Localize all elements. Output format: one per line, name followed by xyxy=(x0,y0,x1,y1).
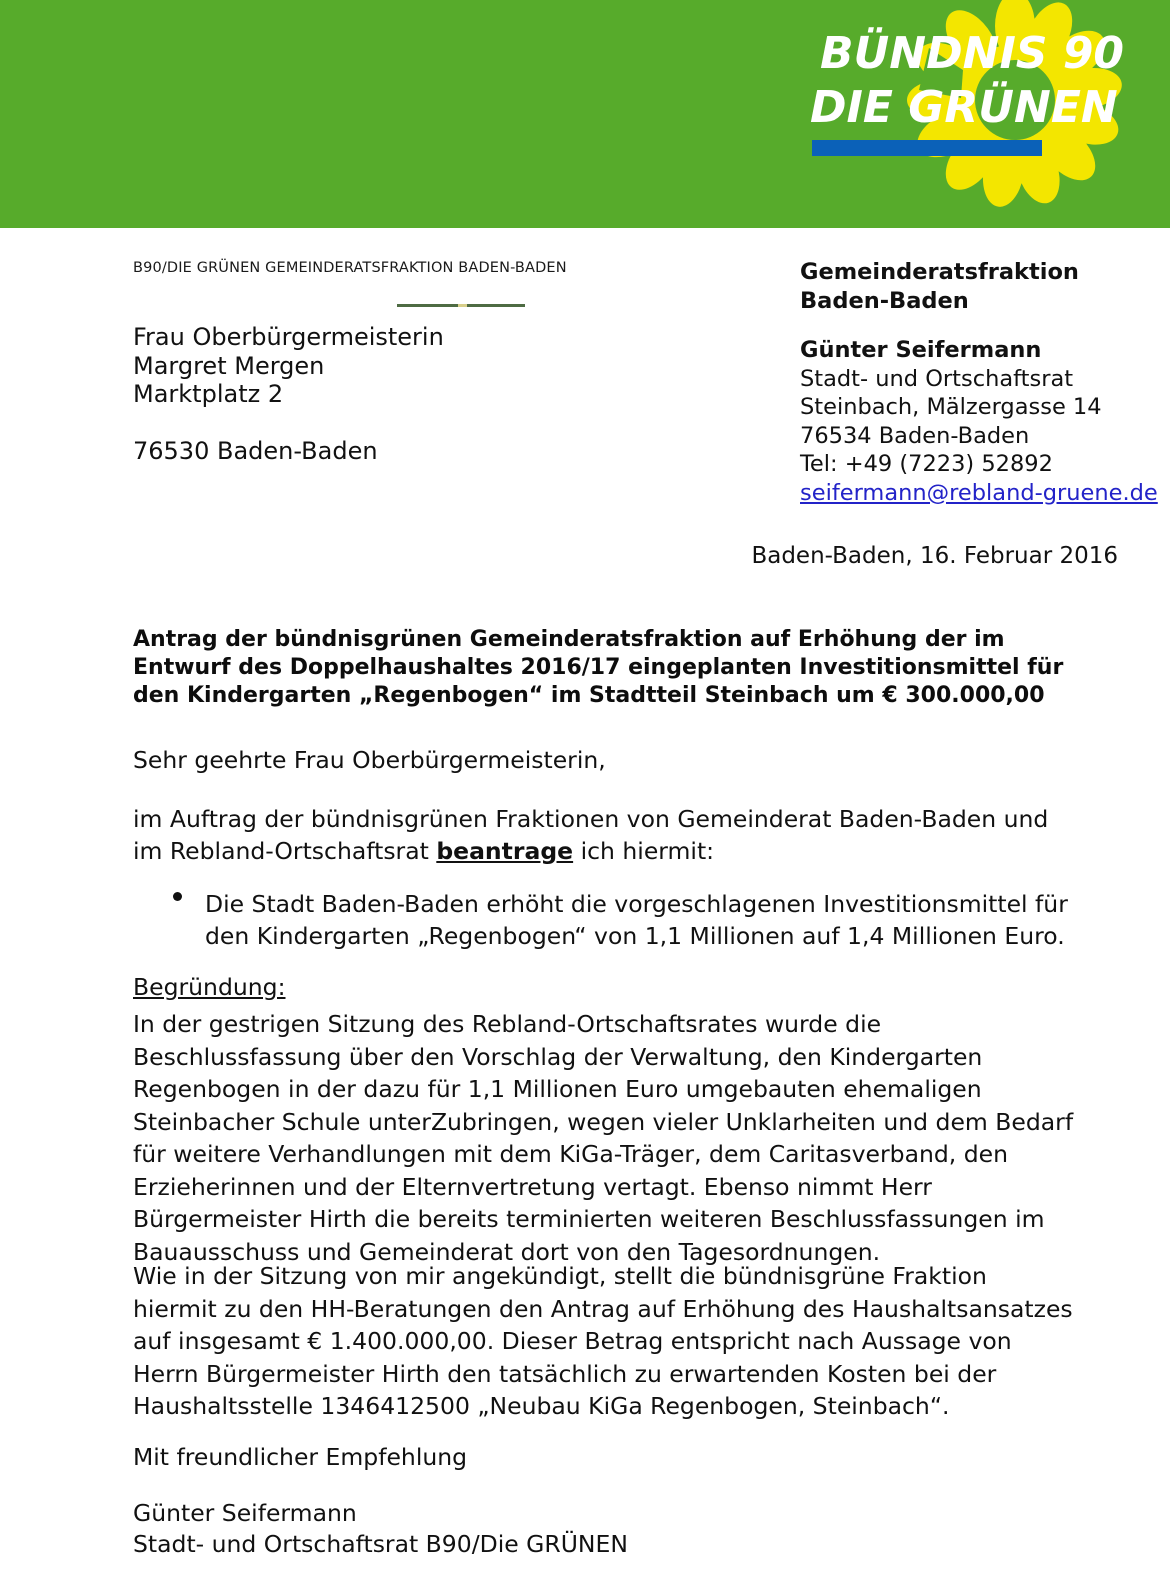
request-list-item xyxy=(133,888,1073,952)
bullet-marker-icon xyxy=(173,892,182,901)
wordmark-line1: BÜNDNIS 90 xyxy=(820,28,1125,79)
recipient-line-4: 76530 Baden-Baden xyxy=(133,436,378,465)
recipient-spacer xyxy=(133,409,444,437)
reason-paragraph: In der gestrigen Sitzung des Rebland-Ortschaftsrates wurde die Beschlussfassung über den Vorschlag der Verwaltung, den Kindergarten Regenbogen in der dazu für 1,1 Millionen Euro umgebauten ehemaligen Steinbacher Schule unterZubringen, wegen vieler Unklarheiten und dem Bedarf für weitere Verhandlungen mit dem KiGa-Träger, dem Caritasverband, den Erzieherinnen und der Elternvertretung vertagt. Ebenso nimmt Herr Bürgermeister Hirth die bereits terminierten weiteren Beschlussfassungen im Bauausschuss und Gemeinderat dort von den Tagesordnungen. xyxy=(133,1010,1074,1266)
salutation: Sehr geehrte Frau Oberbürgermeisterin, xyxy=(133,746,606,774)
contact-role: Stadt- und Ortschaftsrat xyxy=(800,365,1074,392)
closing-paragraph: Wie in der Sitzung von mir angekündigt, stellt die bündnisgrüne Fraktion hiermit zu den HH-Beratungen den Antrag auf Erhöhung des Haushaltsansatzes auf insgesamt € 1.400.000,00. Dieser Betrag entspricht nach Aussage von Herrn Bürgermeister Hirth den tatsächlich zu erwartenden Kosten bei der Haushaltsstelle 1346412500 „Neubau KiGa Regenbogen, Steinbach“. xyxy=(133,1262,1073,1420)
letter-subject: Antrag der bündnisgrünen Gemeinderatsfraktion auf Erhöhung der im Entwurf des Doppelhaushaltes 2016/17 eingeplanten Investitionsmittel für den Kindergarten „Regenbogen“ im Stadtteil Steinbach um € 300.000,00 xyxy=(133,627,1064,708)
signature-role: Stadt- und Ortschaftsrat B90/Die GRÜNEN xyxy=(133,1530,628,1558)
contact-city: 76534 Baden-Baden xyxy=(800,422,1030,449)
regards-line: Mit freundlicher Empfehlung xyxy=(133,1443,468,1471)
sunflower-icon xyxy=(800,0,1170,228)
letterhead-banner xyxy=(0,0,1170,228)
reason-heading: Begründung: xyxy=(133,973,286,1001)
recipient-line-3: Marktplatz 2 xyxy=(133,380,284,408)
contact-phone: Tel: +49 (7223) 52892 xyxy=(800,451,1053,477)
intro-text-before: im Auftrag der bündnisgrünen Fraktionen von Gemeinderat Baden-Baden und im Rebland-Ortschaftsrat xyxy=(133,805,1049,865)
letter-date: Baden-Baden, 16. Februar 2016 xyxy=(751,543,1118,569)
party-logo xyxy=(800,0,1170,228)
recipient-line-2: Margret Mergen xyxy=(133,351,325,380)
wordmark-line2: DIE GRÜNEN xyxy=(810,82,1118,133)
contact-spacer xyxy=(800,315,1170,336)
request-list-item-text: Die Stadt Baden-Baden erhöht die vorgeschlagenen Investitionsmittel für den Kindergarten „Regenbogen“ von 1,1 Millionen auf 1,4 Millionen Euro. xyxy=(205,890,1068,950)
sender-return-line: B90/DIE GRÜNEN GEMEINDERATSFRAKTION BADEN-BADEN xyxy=(133,260,567,276)
intro-emphasis: beantrage xyxy=(436,837,574,865)
signature-name: Günter Seifermann xyxy=(133,1499,357,1527)
sender-divider-rule xyxy=(397,304,525,307)
contact-street: Steinbach, Mälzergasse 14 xyxy=(800,394,1102,420)
contact-name: Günter Seifermann xyxy=(800,337,1042,363)
intro-text-after: ich hiermit: xyxy=(573,837,715,865)
recipient-address-block xyxy=(133,323,444,465)
sender-contact-block xyxy=(800,258,1170,507)
signature-block xyxy=(133,1498,628,1560)
recipient-line-1: Frau Oberbürgermeisterin xyxy=(133,323,444,351)
intro-paragraph xyxy=(133,803,1073,867)
contact-organisation: Gemeinderatsfraktion Baden-Baden xyxy=(800,259,1079,314)
contact-email-link[interactable]: seifermann@rebland-gruene.de xyxy=(800,479,1158,506)
